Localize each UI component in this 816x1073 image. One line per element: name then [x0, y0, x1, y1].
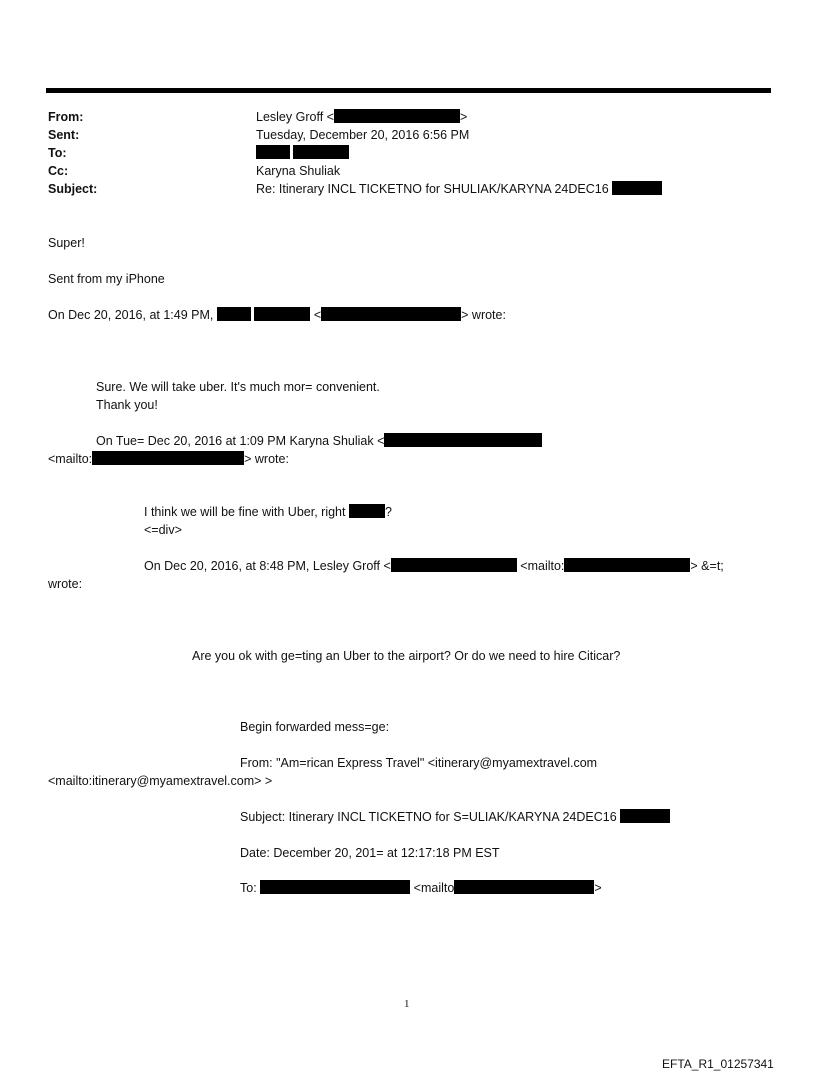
subject-label: Subject: — [48, 182, 98, 196]
fwd-from: From: "Am=rican Express Travel" <itinerary@myamextravel.com — [240, 756, 598, 770]
quote-header-1-suffix: > wrote: — [461, 308, 506, 322]
redaction-box — [564, 558, 690, 572]
redaction-box — [92, 451, 244, 465]
sure-line: Sure. We will take uber. It's much mor= convenient. — [96, 380, 380, 394]
redaction-box — [454, 880, 594, 894]
begin-forwarded: Begin forwarded mess=ge: — [240, 720, 390, 734]
from-name: Lesley Groff < — [256, 110, 334, 124]
think-line — [144, 504, 392, 520]
subject-value — [256, 181, 662, 197]
fwd-to-label: To: — [240, 881, 257, 895]
div-line: <=div> — [144, 523, 182, 537]
think-text: I think we will be fine with Uber, right — [144, 505, 346, 519]
to-value — [256, 145, 349, 161]
cc-label: Cc: — [48, 164, 69, 178]
fwd-to-close: > — [594, 881, 602, 895]
footer-document-id: EFTA_R1_01257341 — [662, 1057, 774, 1071]
quote-lt: < — [313, 308, 322, 322]
body-sent-iphone: Sent from my iPhone — [48, 272, 165, 286]
subject-text: Re: Itinerary INCL TICKETNO for SHULIAK/KARYNA 24DEC16 — [256, 182, 609, 196]
cc-value: Karyna Shuliak — [256, 164, 341, 178]
quote-header-1 — [48, 307, 506, 323]
redaction-box — [334, 109, 460, 123]
quote-header-2-text: On Tue= Dec 20, 2016 at 1:09 PM Karyna Shuliak < — [96, 434, 385, 448]
body-super: Super! — [48, 236, 85, 250]
redaction-box — [321, 307, 461, 321]
redaction-box — [256, 145, 290, 159]
wrote-line: wrote: — [48, 577, 83, 591]
redaction-box — [384, 433, 542, 447]
sent-value: Tuesday, December 20, 2016 6:56 PM — [256, 128, 470, 142]
header-rule — [46, 88, 771, 93]
fwd-subject-text: Subject: Itinerary INCL TICKETNO for S=ULIAK/KARYNA 24DEC16 — [240, 810, 617, 824]
think-q: ? — [384, 505, 392, 519]
fwd-to-mailto: <mailto — [413, 881, 455, 895]
quote-header-2 — [96, 433, 542, 449]
quote-header-2-mailto — [48, 451, 289, 467]
quote-header-3-suffix: > &=t; — [690, 559, 724, 573]
fwd-from-mailto: <mailto:itinerary@myamextravel.com> > — [48, 774, 273, 788]
redaction-box — [349, 504, 385, 518]
mailto-suffix: > wrote: — [244, 452, 289, 466]
page-number: 1 — [404, 998, 410, 1010]
quote-header-1-text: On Dec 20, 2016, at 1:49 PM, — [48, 308, 214, 322]
from-close: > — [459, 110, 468, 124]
sent-label: Sent: — [48, 128, 80, 142]
quote-header-3-mailto: <mailto: — [520, 559, 565, 573]
thank-you-line: Thank you! — [96, 398, 158, 412]
quote-header-3 — [144, 558, 724, 574]
quote-header-3-text: On Dec 20, 2016, at 8:48 PM, Lesley Groff < — [144, 559, 391, 573]
redaction-box — [293, 145, 349, 159]
from-label: From: — [48, 110, 84, 124]
redaction-box — [217, 307, 251, 321]
from-value — [256, 109, 467, 125]
redaction-box — [391, 558, 517, 572]
mailto-prefix: <mailto: — [48, 452, 93, 466]
fwd-to — [240, 880, 602, 896]
to-label: To: — [48, 146, 67, 160]
redaction-box — [612, 181, 662, 195]
fwd-subject — [240, 809, 670, 825]
redaction-box — [620, 809, 670, 823]
fwd-date: Date: December 20, 201= at 12:17:18 PM EST — [240, 846, 500, 860]
redaction-box — [254, 307, 310, 321]
redaction-box — [260, 880, 410, 894]
are-you-ok-line: Are you ok with ge=ting an Uber to the airport? Or do we need to hire Citicar? — [192, 649, 621, 663]
